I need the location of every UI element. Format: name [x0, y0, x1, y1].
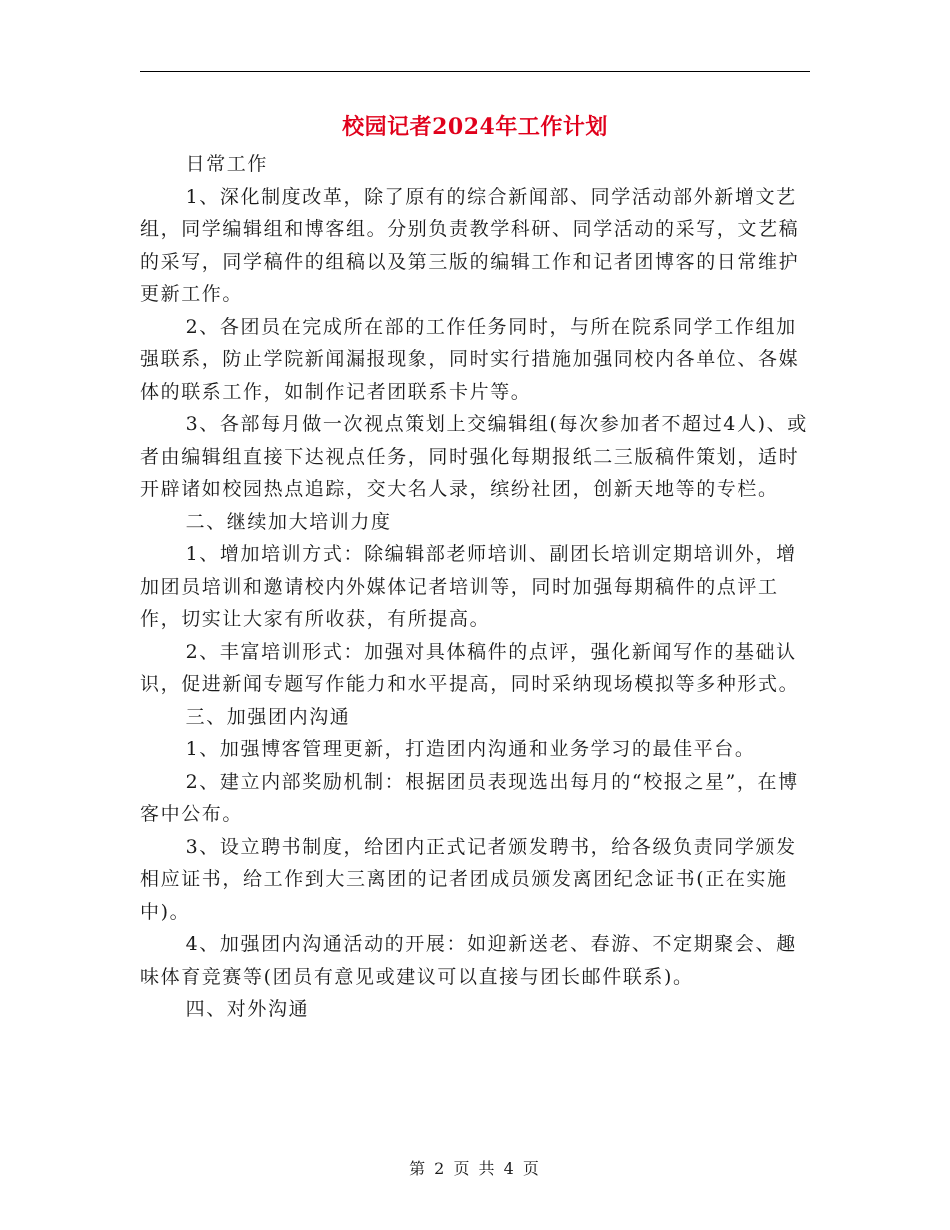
page-number: 第 2 页 共 4 页 — [409, 1159, 541, 1178]
paragraph: 2、丰富培训形式：加强对具体稿件的点评，强化新闻写作的基础认识，促进新闻专题写作能力和水平提高，同时采纳现场模拟等多种形式。 — [140, 640, 800, 695]
paragraph: 1、加强博客管理更新，打造团内沟通和业务学习的最佳平台。 — [185, 738, 756, 760]
paragraph: 2、建立内部奖励机制：根据团员表现选出每月的“校报之星”，在博客中公布。 — [140, 770, 799, 825]
paragraph: 4、加强团内沟通活动的开展：如迎新送老、春游、不定期聚会、趣味体育竞赛等(团员有意见或建议可以直接与团长邮件联系)。 — [140, 933, 797, 988]
paragraph: 1、深化制度改革，除了原有的综合新闻部、同学活动部外新增文艺组，同学编辑组和博客组。分别负责教学科研、同学活动的采写，文艺稿的采写，同学稿件的组稿以及第三版的编辑工作和记者团博客的日常维护更新工作。 — [140, 185, 800, 305]
document-body — [140, 148, 812, 1026]
paragraph: 3、设立聘书制度，给团内正式记者颁发聘书，给各级负责同学颁发相应证书，给工作到大三离团的记者团成员颁发离团纪念证书(正在实施中)。 — [140, 835, 797, 923]
section-heading-external-communication: 四、对外沟通 — [185, 998, 310, 1020]
paragraph: 3、各部每月做一次视点策划上交编辑组(每次参加者不超过4人)、或者由编辑组直接下达视点任务，同时强化每期报纸二三版稿件策划，适时开辟诸如校园热点追踪，交大名人录，缤纷社团，创新天地等的专栏。 — [140, 413, 808, 500]
section-heading-training: 二、继续加大培训力度 — [185, 510, 392, 533]
section-heading-daily-work: 日常工作 — [185, 153, 268, 175]
paragraph: 2、各团员在完成所在部的工作任务同时，与所在院系同学工作组加强联系，防止学院新闻漏报现象，同时实行措施加强同校内各单位、各媒体的联系工作，如制作记者团联系卡片等。 — [140, 315, 800, 403]
section-heading-internal-communication: 三、加强团内沟通 — [185, 705, 351, 728]
header-rule — [140, 71, 810, 72]
paragraph: 1、增加培训方式：除编辑部老师培训、副团长培训定期培训外，增加团员培训和邀请校内外媒体记者培训等，同时加强每期稿件的点评工作，切实让大家有所收获，有所提高。 — [140, 543, 797, 630]
document-title: 校园记者2024年工作计划 — [342, 114, 608, 140]
